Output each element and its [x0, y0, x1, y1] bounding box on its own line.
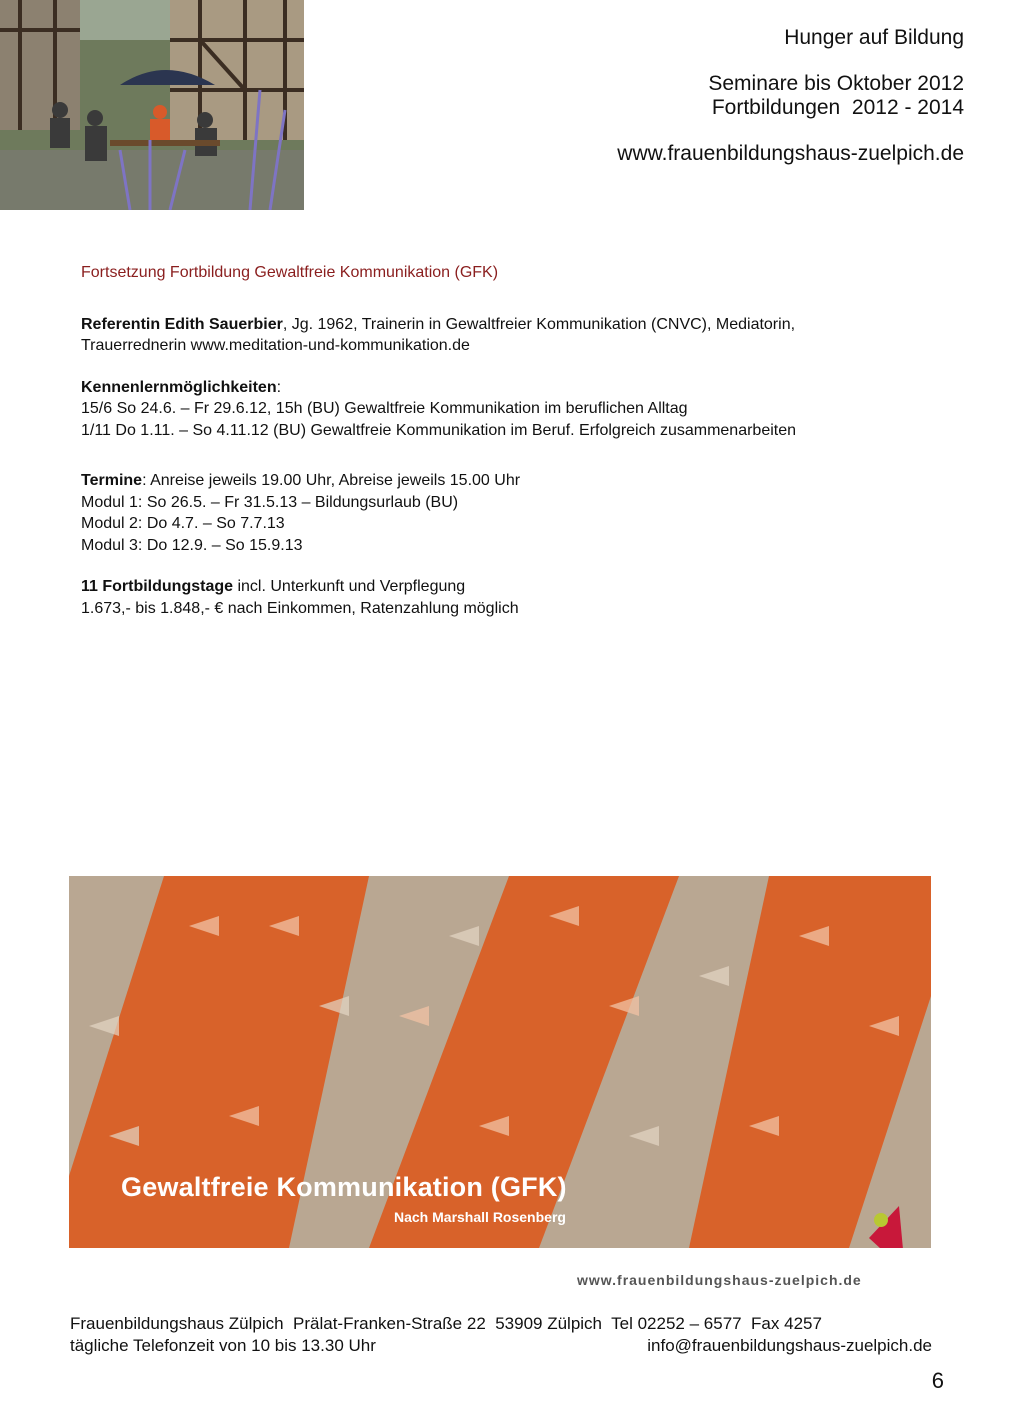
banner-url: www.frauenbildungshaus-zuelpich.de: [577, 1272, 862, 1288]
modul-line: Modul 3: Do 12.9. – So 15.9.13: [81, 536, 303, 554]
banner-subtitle: Nach Marshall Rosenberg: [394, 1209, 566, 1225]
header-seminare: Seminare bis Oktober 2012: [708, 72, 964, 95]
footer-address-row: [70, 1313, 932, 1335]
gfk-banner: [69, 876, 931, 1310]
fortbildungstage-details: incl. Unterkunft und Verpflegung: [233, 578, 466, 595]
fortbildungstage-count: 11 Fortbildungstage: [81, 578, 234, 595]
footer-phone-hours: tägliche Telefonzeit von 10 bis 13.30 Uhr: [70, 1336, 376, 1355]
modul-line: Modul 1: So 26.5. – Fr 31.5.13 – Bildungsurlaub (BU): [81, 493, 459, 511]
main-content: [81, 262, 941, 619]
termine-line: [81, 470, 941, 492]
termine-label: Termine: [81, 472, 143, 489]
page-number: 6: [931, 1368, 944, 1393]
courtyard-illustration: [0, 0, 304, 210]
page-header: [617, 26, 964, 166]
page-footer: [70, 1313, 932, 1357]
footer-contact-row: [70, 1335, 932, 1357]
footer-address: Frauenbildungshaus Zülpich Prälat-Franken-Straße 22 53909 Zülpich Tel 02252 – 6577 Fax 4257: [70, 1314, 822, 1333]
referent-line: [81, 314, 941, 336]
kennen-item: 1/11 Do 1.11. – So 4.11.12 (BU) Gewaltfreie Kommunikation im Beruf. Erfolgreich zusammenarbeiten: [81, 421, 797, 439]
section-heading: Fortsetzung Fortbildung Gewaltfreie Kommunikation (GFK): [81, 264, 499, 281]
header-fortbildungen: Fortbildungen 2012 - 2014: [711, 96, 964, 119]
kennen-label: Kennenlernmöglichkeiten: [81, 378, 277, 396]
footer-email[interactable]: info@frauenbildungshaus-zuelpich.de: [647, 1336, 932, 1355]
header-title: Hunger auf Bildung: [784, 26, 964, 49]
banner-title: Gewaltfreie Kommunikation (GFK): [121, 1172, 567, 1202]
price-line: 1.673,- bis 1.848,- € nach Einkommen, Ratenzahlung möglich: [81, 599, 519, 617]
referent-name: Referentin Edith Sauerbier: [81, 315, 283, 333]
modul-line: Modul 2: Do 4.7. – So 7.7.13: [81, 515, 285, 532]
kennen-colon: :: [276, 378, 282, 396]
referent-details: , Jg. 1962, Trainerin in Gewaltfreier Kommunikation (CNVC), Mediatorin,: [282, 315, 796, 333]
referent-line-2: Trauerrednerin www.meditation-und-kommunikation.de: [81, 337, 470, 354]
banner-pattern: [69, 876, 931, 1310]
kennen-heading: [81, 377, 941, 399]
termine-details: : Anreise jeweils 19.00 Uhr, Abreise jeweils 15.00 Uhr: [142, 472, 521, 489]
fortbildungstage-line: [81, 576, 941, 598]
header-photo: [0, 0, 304, 210]
header-url[interactable]: www.frauenbildungshaus-zuelpich.de: [617, 142, 964, 165]
kennen-item: 15/6 So 24.6. – Fr 29.6.12, 15h (BU) Gewaltfreie Kommunikation im beruflichen Alltag: [81, 400, 688, 417]
